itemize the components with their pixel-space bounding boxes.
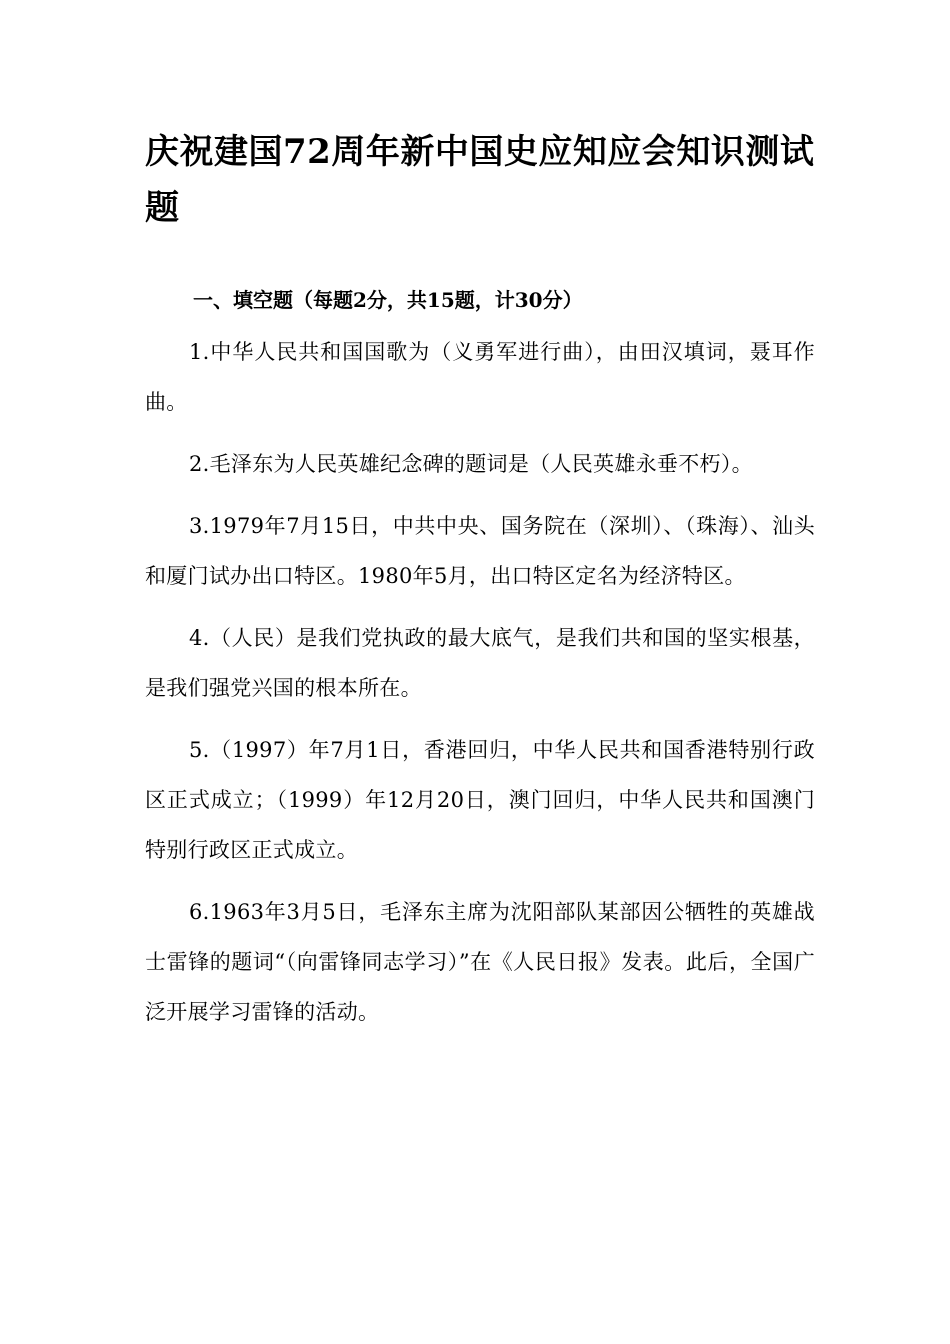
question-list bbox=[145, 327, 815, 1049]
question-item: 3.1979年7月15日，中共中央、国务院在（深圳）、（珠海）、汕头和厦门试办出口特区。1980年5月，出口特区定名为经济特区。 bbox=[145, 514, 815, 588]
question-item: 1.中华人民共和国国歌为（义勇军进行曲），由田汉填词，聂耳作曲。 bbox=[145, 340, 815, 414]
question-item: 2.毛泽东为人民英雄纪念碑的题词是（人民英雄永垂不朽）。 bbox=[189, 452, 753, 476]
section-heading: 一、填空题（每题2分，共15题，计30分） bbox=[193, 288, 583, 312]
question-item: 4.（人民）是我们党执政的最大底气，是我们共和国的坚实根基，是我们强党兴国的根本所在。 bbox=[145, 626, 815, 700]
question-item: 6.1963年3月5日，毛泽东主席为沈阳部队某部因公牺牲的英雄战士雷锋的题词“（向雷锋同志学习）”在《人民日报》发表。此后，全国广泛开展学习雷锋的活动。 bbox=[145, 900, 815, 1024]
question-item: 5.（1997）年7月1日，香港回归，中华人民共和国香港特别行政区正式成立；（1999）年12月20日，澳门回归，中华人民共和国澳门特别行政区正式成立。 bbox=[145, 738, 815, 862]
document-title: 庆祝建国72周年新中国史应知应会知识测试题 bbox=[145, 132, 815, 228]
